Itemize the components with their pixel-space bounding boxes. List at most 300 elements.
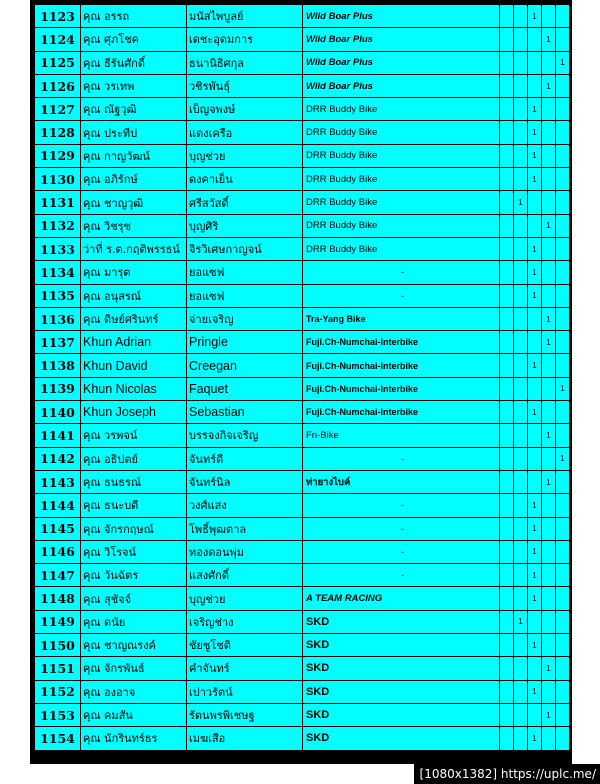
category-flag: 1	[542, 657, 556, 680]
category-flag	[514, 331, 528, 354]
category-flag	[528, 331, 542, 354]
bib-number: 1153	[35, 703, 81, 726]
last-name: เปาวรัตน์	[187, 680, 303, 703]
category-flag: 1	[528, 144, 542, 167]
registration-table	[34, 4, 570, 751]
table-row	[35, 587, 570, 610]
category-flag: 1	[542, 307, 556, 330]
first-name: ว่าที่ ร.ต.กฤติพรรธน์	[81, 237, 187, 260]
category-flag	[556, 261, 570, 284]
category-flag	[528, 470, 542, 493]
bib-number: 1133	[35, 237, 81, 260]
category-flag	[514, 401, 528, 424]
first-name: Khun Nicolas	[81, 377, 187, 400]
team-name: DRR Buddy Bike	[303, 144, 500, 167]
table-row	[35, 401, 570, 424]
category-flag	[514, 168, 528, 191]
category-flag	[500, 28, 514, 51]
last-name: บรรจงกิจเจริญ	[187, 424, 303, 447]
category-flag	[514, 261, 528, 284]
category-flag	[500, 401, 514, 424]
table-row	[35, 28, 570, 51]
category-flag	[556, 307, 570, 330]
first-name: คุณ คมสัน	[81, 703, 187, 726]
category-flag	[500, 703, 514, 726]
category-flag	[542, 237, 556, 260]
category-flag	[542, 447, 556, 470]
category-flag: 1	[542, 214, 556, 237]
category-flag	[514, 540, 528, 563]
first-name: Khun Adrian	[81, 331, 187, 354]
category-flag	[528, 657, 542, 680]
team-name: DRR Buddy Bike	[303, 237, 500, 260]
category-flag	[500, 74, 514, 97]
first-name: คุณ จักรกฤษณ์	[81, 517, 187, 540]
category-flag: 1	[528, 727, 542, 750]
bib-number: 1127	[35, 98, 81, 121]
category-flag	[556, 680, 570, 703]
category-flag: 1	[528, 261, 542, 284]
category-flag	[542, 168, 556, 191]
table-row	[35, 424, 570, 447]
first-name: คุณ วรเทพ	[81, 74, 187, 97]
category-flag	[556, 657, 570, 680]
table-body	[35, 5, 570, 751]
bib-number: 1141	[35, 424, 81, 447]
bib-number: 1142	[35, 447, 81, 470]
first-name: คุณ ประทีป	[81, 121, 187, 144]
table-row	[35, 517, 570, 540]
table-row	[35, 377, 570, 400]
category-flag	[556, 284, 570, 307]
category-flag	[542, 261, 556, 284]
category-flag	[556, 517, 570, 540]
category-flag: 1	[528, 680, 542, 703]
category-flag	[500, 121, 514, 144]
team-name: DRR Buddy Bike	[303, 168, 500, 191]
first-name: คุณ ศุภโชค	[81, 28, 187, 51]
first-name: Khun Joseph	[81, 401, 187, 424]
category-flag	[500, 564, 514, 587]
category-flag	[542, 354, 556, 377]
table-row	[35, 98, 570, 121]
last-name: Sebastian	[187, 401, 303, 424]
bib-number: 1152	[35, 680, 81, 703]
table-row	[35, 354, 570, 377]
table-row	[35, 5, 570, 28]
category-flag	[556, 401, 570, 424]
category-flag	[556, 470, 570, 493]
category-flag	[514, 470, 528, 493]
last-name: เมฆเสือ	[187, 727, 303, 750]
first-name: คุณ ธีรันศักดิ์	[81, 51, 187, 74]
last-name: Creegan	[187, 354, 303, 377]
team-name: DRR Buddy Bike	[303, 191, 500, 214]
last-name: จันทร์ดี	[187, 447, 303, 470]
category-flag	[556, 587, 570, 610]
last-name: ยอแซฟ	[187, 284, 303, 307]
table-row	[35, 237, 570, 260]
table-row	[35, 610, 570, 633]
first-name: คุณ ธนะบดี	[81, 494, 187, 517]
team-name: ท่ายางไบค์	[303, 470, 500, 493]
table-row	[35, 307, 570, 330]
bib-number: 1151	[35, 657, 81, 680]
category-flag	[500, 634, 514, 657]
first-name: คุณ อธิปตย์	[81, 447, 187, 470]
team-name: -	[303, 261, 500, 284]
category-flag	[500, 144, 514, 167]
bib-number: 1134	[35, 261, 81, 284]
bib-number: 1145	[35, 517, 81, 540]
category-flag	[514, 680, 528, 703]
first-name: คุณ มารุต	[81, 261, 187, 284]
table-row	[35, 634, 570, 657]
category-flag	[514, 354, 528, 377]
category-flag	[542, 564, 556, 587]
category-flag	[542, 284, 556, 307]
category-flag	[514, 74, 528, 97]
category-flag	[556, 5, 570, 28]
first-name: คุณ วิชรุช	[81, 214, 187, 237]
category-flag	[528, 610, 542, 633]
category-flag	[542, 121, 556, 144]
category-flag	[514, 237, 528, 260]
category-flag	[514, 377, 528, 400]
last-name: วงศ์แสง	[187, 494, 303, 517]
last-name: โพธิ์พุฒตาล	[187, 517, 303, 540]
team-name: Wild Boar Plus	[303, 74, 500, 97]
first-name: คุณ อรรถ	[81, 5, 187, 28]
team-name: SKD	[303, 610, 500, 633]
team-name: DRR Buddy Bike	[303, 98, 500, 121]
category-flag	[556, 331, 570, 354]
category-flag	[500, 587, 514, 610]
category-flag	[500, 494, 514, 517]
category-flag	[500, 377, 514, 400]
category-flag: 1	[528, 587, 542, 610]
last-name: ดงคาเย็น	[187, 168, 303, 191]
bib-number: 1144	[35, 494, 81, 517]
bib-number: 1125	[35, 51, 81, 74]
last-name: จ่ายเจริญ	[187, 307, 303, 330]
category-flag	[500, 354, 514, 377]
category-flag: 1	[528, 237, 542, 260]
team-name: -	[303, 540, 500, 563]
category-flag	[556, 121, 570, 144]
category-flag	[542, 727, 556, 750]
bib-number: 1150	[35, 634, 81, 657]
bib-number: 1149	[35, 610, 81, 633]
category-flag	[500, 191, 514, 214]
table-row	[35, 191, 570, 214]
category-flag	[500, 284, 514, 307]
category-flag	[500, 447, 514, 470]
category-flag	[500, 51, 514, 74]
category-flag	[556, 540, 570, 563]
bib-number: 1140	[35, 401, 81, 424]
last-name: จันทร์นิล	[187, 470, 303, 493]
category-flag: 1	[556, 51, 570, 74]
last-name: จิรวิเศษกาญจน์	[187, 237, 303, 260]
table-row	[35, 144, 570, 167]
team-name: SKD	[303, 703, 500, 726]
bib-number: 1130	[35, 168, 81, 191]
category-flag	[500, 727, 514, 750]
category-flag	[500, 331, 514, 354]
team-name: SKD	[303, 727, 500, 750]
category-flag	[556, 74, 570, 97]
category-flag	[500, 237, 514, 260]
table-row	[35, 447, 570, 470]
category-flag: 1	[556, 377, 570, 400]
category-flag	[500, 168, 514, 191]
team-name: Fuji.Ch-Numchai-Interbike	[303, 401, 500, 424]
category-flag	[556, 214, 570, 237]
first-name: คุณ องอาจ	[81, 680, 187, 703]
category-flag	[500, 5, 514, 28]
category-flag: 1	[528, 401, 542, 424]
last-name: ธนานิธิศกุล	[187, 51, 303, 74]
table-row	[35, 727, 570, 750]
category-flag	[514, 657, 528, 680]
category-flag	[542, 610, 556, 633]
category-flag: 1	[528, 564, 542, 587]
category-flag	[556, 564, 570, 587]
last-name: เจริญช่าง	[187, 610, 303, 633]
category-flag	[514, 703, 528, 726]
table-row	[35, 214, 570, 237]
category-flag	[514, 28, 528, 51]
category-flag	[542, 587, 556, 610]
category-flag	[514, 447, 528, 470]
category-flag	[542, 517, 556, 540]
team-name: Tra-Yang Bike	[303, 307, 500, 330]
category-flag: 1	[528, 634, 542, 657]
category-flag: 1	[542, 703, 556, 726]
category-flag	[528, 377, 542, 400]
category-flag	[514, 307, 528, 330]
category-flag	[556, 424, 570, 447]
team-name: DRR Buddy Bike	[303, 121, 500, 144]
category-flag: 1	[528, 517, 542, 540]
team-name: Fuji.Ch-Numchai-Interbike	[303, 377, 500, 400]
team-name: -	[303, 284, 500, 307]
table-row	[35, 121, 570, 144]
table-row	[35, 284, 570, 307]
category-flag	[514, 494, 528, 517]
bib-number: 1146	[35, 540, 81, 563]
category-flag	[514, 727, 528, 750]
category-flag: 1	[528, 354, 542, 377]
table-row	[35, 703, 570, 726]
category-flag	[514, 587, 528, 610]
category-flag	[514, 564, 528, 587]
category-flag	[514, 284, 528, 307]
bib-number: 1131	[35, 191, 81, 214]
team-name: SKD	[303, 680, 500, 703]
first-name: คุณ อนุสรณ์	[81, 284, 187, 307]
category-flag: 1	[542, 331, 556, 354]
category-flag	[542, 98, 556, 121]
category-flag	[542, 377, 556, 400]
category-flag	[500, 261, 514, 284]
category-flag	[514, 424, 528, 447]
category-flag	[500, 517, 514, 540]
bib-number: 1136	[35, 307, 81, 330]
category-flag	[556, 237, 570, 260]
last-name: แสงศักดิ์	[187, 564, 303, 587]
category-flag	[500, 610, 514, 633]
category-flag	[556, 144, 570, 167]
category-flag	[500, 680, 514, 703]
category-flag	[500, 307, 514, 330]
category-flag: 1	[528, 98, 542, 121]
bib-number: 1132	[35, 214, 81, 237]
category-flag: 1	[528, 494, 542, 517]
first-name: คุณ วิโรจน์	[81, 540, 187, 563]
bib-number: 1124	[35, 28, 81, 51]
category-flag	[542, 191, 556, 214]
category-flag: 1	[528, 168, 542, 191]
category-flag	[542, 540, 556, 563]
bib-number: 1138	[35, 354, 81, 377]
team-name: DRR Buddy Bike	[303, 214, 500, 237]
watermark: [1080x1382] https://uplc.me/	[414, 764, 600, 784]
team-name: Fuji.Ch-Numchai-Interbike	[303, 354, 500, 377]
category-flag	[556, 703, 570, 726]
table-row	[35, 564, 570, 587]
last-name: ทองดอนพุ่ม	[187, 540, 303, 563]
first-name: คุณ ชาญวุฒิ	[81, 191, 187, 214]
category-flag	[542, 494, 556, 517]
category-flag: 1	[514, 191, 528, 214]
category-flag	[500, 98, 514, 121]
last-name: รัตนพรพิเชษฐ	[187, 703, 303, 726]
last-name: Pringle	[187, 331, 303, 354]
first-name: คุณ นักรินทร์ธร	[81, 727, 187, 750]
category-flag	[514, 144, 528, 167]
category-flag	[556, 727, 570, 750]
first-name: คุณ ดนัย	[81, 610, 187, 633]
first-name: คุณ กาญวัฒน์	[81, 144, 187, 167]
team-name: Wild Boar Plus	[303, 5, 500, 28]
category-flag	[500, 214, 514, 237]
category-flag: 1	[528, 540, 542, 563]
category-flag	[528, 28, 542, 51]
last-name: บุญช่วย	[187, 587, 303, 610]
bib-number: 1135	[35, 284, 81, 307]
category-flag	[556, 191, 570, 214]
category-flag: 1	[542, 470, 556, 493]
last-name: เบ็ญจพงษ์	[187, 98, 303, 121]
first-name: Khun David	[81, 354, 187, 377]
category-flag	[556, 354, 570, 377]
team-name: -	[303, 494, 500, 517]
category-flag	[528, 703, 542, 726]
table-row	[35, 261, 570, 284]
category-flag	[514, 634, 528, 657]
last-name: เดชะอุดมการ	[187, 28, 303, 51]
team-name: Wild Boar Plus	[303, 51, 500, 74]
team-name: -	[303, 564, 500, 587]
bib-number: 1129	[35, 144, 81, 167]
first-name: คุณ วันฉัตร	[81, 564, 187, 587]
category-flag	[542, 5, 556, 28]
table-row	[35, 657, 570, 680]
table-row	[35, 470, 570, 493]
category-flag: 1	[514, 610, 528, 633]
category-flag: 1	[528, 284, 542, 307]
bib-number: 1154	[35, 727, 81, 750]
category-flag	[528, 447, 542, 470]
category-flag	[528, 214, 542, 237]
category-flag	[528, 191, 542, 214]
bib-number: 1148	[35, 587, 81, 610]
team-name: A TEAM RACING	[303, 587, 500, 610]
category-flag	[514, 121, 528, 144]
category-flag	[500, 470, 514, 493]
last-name: มนัสไพบูลย์	[187, 5, 303, 28]
table-row	[35, 168, 570, 191]
category-flag	[556, 494, 570, 517]
first-name: คุณ สุชัจจ์	[81, 587, 187, 610]
team-name: SKD	[303, 657, 500, 680]
category-flag	[542, 680, 556, 703]
category-flag	[528, 307, 542, 330]
last-name: บุญช่วย	[187, 144, 303, 167]
category-flag	[542, 144, 556, 167]
first-name: คุณ อภิรักษ์	[81, 168, 187, 191]
category-flag	[556, 98, 570, 121]
bib-number: 1126	[35, 74, 81, 97]
team-name: Fn-Bike	[303, 424, 500, 447]
category-flag: 1	[542, 28, 556, 51]
category-flag	[514, 98, 528, 121]
category-flag: 1	[542, 74, 556, 97]
category-flag	[542, 401, 556, 424]
category-flag	[556, 168, 570, 191]
category-flag	[542, 51, 556, 74]
last-name: ศรีสวัสดิ์	[187, 191, 303, 214]
category-flag	[528, 424, 542, 447]
bib-number: 1123	[35, 5, 81, 28]
team-name: Fuji.Ch-Numchai-Interbike	[303, 331, 500, 354]
bib-number: 1139	[35, 377, 81, 400]
category-flag	[556, 634, 570, 657]
category-flag	[500, 540, 514, 563]
last-name: ยอแซฟ	[187, 261, 303, 284]
table-row	[35, 74, 570, 97]
table-row	[35, 51, 570, 74]
category-flag	[542, 634, 556, 657]
category-flag: 1	[528, 121, 542, 144]
first-name: คุณ วรพจน์	[81, 424, 187, 447]
last-name: แดงเครือ	[187, 121, 303, 144]
category-flag	[528, 51, 542, 74]
first-name: คุณ ชาญณรงค์	[81, 634, 187, 657]
team-name: -	[303, 447, 500, 470]
first-name: คุณ ดิษย์ศรินทร์	[81, 307, 187, 330]
team-name: -	[303, 517, 500, 540]
table-row	[35, 494, 570, 517]
last-name: ชัยชูโชติ	[187, 634, 303, 657]
category-flag	[556, 28, 570, 51]
bib-number: 1137	[35, 331, 81, 354]
bib-number: 1128	[35, 121, 81, 144]
category-flag: 1	[528, 5, 542, 28]
bib-number: 1147	[35, 564, 81, 587]
